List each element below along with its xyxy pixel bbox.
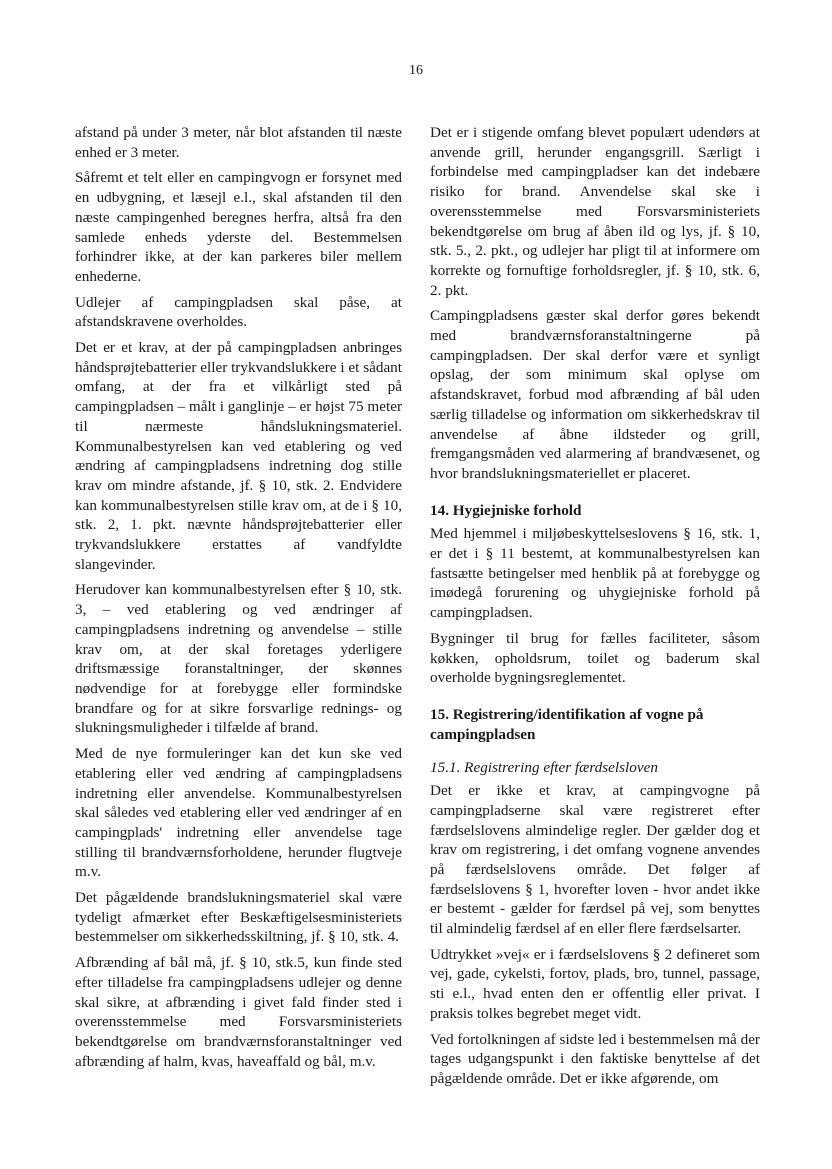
right-column — [430, 123, 760, 1095]
paragraph: Herudover kan kommunalbestyrelsen efter § 10, stk. 3, – ved etablering og ved ændringer af campingpladsens indretning og anvendelse – stille krav om, at der skal foretages yderligere driftsmæssige foranstaltninger, der skønnes nødvendige for at forebygge eller formindske brandfare og for at sikre forsvarlige rednings- og slukningsmuligheder i tilfælde af brand. — [75, 581, 402, 737]
paragraph: afstand på under 3 meter, når blot afstanden til næste enhed er 3 meter. — [75, 124, 402, 161]
paragraph: Med hjemmel i miljøbeskyttelseslovens § 16, stk. 1, er det i § 11 bestemt, at kommunalbestyrelsen kan fastsætte betingelser med henblik på at forebygge og imødegå forurening og uhygiejniske forhold på campingpladsen. — [430, 525, 760, 622]
paragraph: Afbrænding af bål må, jf. § 10, stk.5, kun finde sted efter tilladelse fra campingpladsens udlejer og denne skal sikre, at afbrænding i givet fald finder sted i overensstemmelse med Forsvarsministeriets bekendtgørelse om brandværnsforanstaltninger ved afbrænding af halm, kvas, haveaffald og bål, m.v. — [75, 954, 402, 1070]
paragraph: Udtrykket »vej« er i færdselslovens § 2 defineret som vej, gade, cykelsti, fortov, plads, bro, tunnel, passage, sti e.l., hvad enten den er offentlig eller privat. I praksis tolkes begrebet meget vidt. — [430, 945, 760, 1022]
paragraph: Udlejer af campingpladsen skal påse, at afstandskravene overholdes. — [75, 293, 402, 331]
paragraph: Det pågældende brandslukningsmateriel skal være tydeligt afmærket efter Beskæftigelsesministeriets bestemmelser om sikkerhedsskiltning, jf. § 10, stk. 4. — [75, 889, 402, 946]
paragraph: Bygninger til brug for fælles faciliteter, såsom køkken, opholdsrum, toilet og baderum skal overholde bygningsreglementet. — [430, 629, 760, 687]
paragraph: Med de nye formuleringer kan det kun ske ved etablering eller ved ændring af campingpladsens indretning eller anvendelse. Kommunalbestyrelsen skal således ved etablering eller ved ændringer af en campingplads' indretning eller anvendelse tage stilling til brandværnsforholdene, herunder flugtveje m.v. — [75, 745, 402, 881]
left-column — [75, 123, 402, 1077]
section-heading-14: 14. Hygiejniske forhold — [430, 501, 582, 519]
page-number: 16 — [409, 63, 423, 78]
paragraph: Det er et krav, at der på campingpladsen anbringes håndsprøjtebatterier eller trykvandslukkere i et sådant omfang, at der fra et vilkårligt sted på campingpladsen – målt i ganglinje – er højst 75 meter til nærmeste håndslukningsmateriel. Kommunalbestyrelsen kan ved etablering og ved ændring af campingpladsens indretning dog stille krav om mindre afstande, jf. § 10, stk. 2. Endvidere kan kommunalbestyrelsen stille krav om, at de i § 10, stk. 2, 1. pkt. nævnte håndsprøjtebatterier eller trykvandslukkere erstattes af vandfyldte slangevinder. — [75, 339, 402, 573]
paragraph: Såfremt et telt eller en campingvogn er forsynet med en udbygning, et læsejl e.l., skal afstanden til den næste campingenhed beregnes herfra, altså fra den samlede enheds yderste del. Bestemmelsen forhindrer ikke, at der kan parkeres biler mellem enhederne. — [75, 169, 402, 285]
paragraph: Campingpladsens gæster skal derfor gøres bekendt med brandværnsforanstaltningerne på campingpladsen. Der skal derfor være et synligt opslag, der som minimum skal oplyse om afstandskravet, forbud mod afbrænding af bål uden særlig tilladelse og information om sikkerhedskrav til anvendelse af åbne ildsteder og grill, fremgangsmåden ved alarmering af brandvæsenet, og hvor brandslukningsmateriellet er placeret. — [430, 307, 760, 482]
section-heading-15: 15. Registrering/identifikation af vogne på campingpladsen — [430, 705, 704, 743]
paragraph: Ved fortolkningen af sidste led i bestemmelsen må der tages udgangspunkt i den faktiske benyttelse af det pågældende område. Det er ikke afgørende, om — [430, 1030, 760, 1087]
subsection-heading-15-1: 15.1. Registrering efter færdselsloven — [430, 759, 658, 777]
paragraph: Det er i stigende omfang blevet populært udendørs at anvende grill, herunder engangsgrill. Særligt i forbindelse med campingpladser kan det indebære risiko for brand. Anvendelse skal ske i overensstemmelse med Forsvarsministeriets bekendtgørelse om brug af åben ild og lys, jf. § 10, stk. 5., 2. pkt., og udlejer har pligt til at informere om korrekte og fornuftige forholdsregler, jf. § 10, stk. 6, 2. pkt. — [430, 124, 760, 299]
paragraph: Det er ikke et krav, at campingvogne på campingpladserne skal være registreret efter færdselslovens almindelige regler. Der gælder dog et krav om registrering, i det omfang vognene anvendes på færdselslovens område. Det følger af færdselslovens § 1, hvorefter loven - hvor andet ikke er bestemt - gælder for færdsel på vej, som benyttes til almindelig færdsel af en eller flere færdselsarter. — [430, 782, 760, 938]
